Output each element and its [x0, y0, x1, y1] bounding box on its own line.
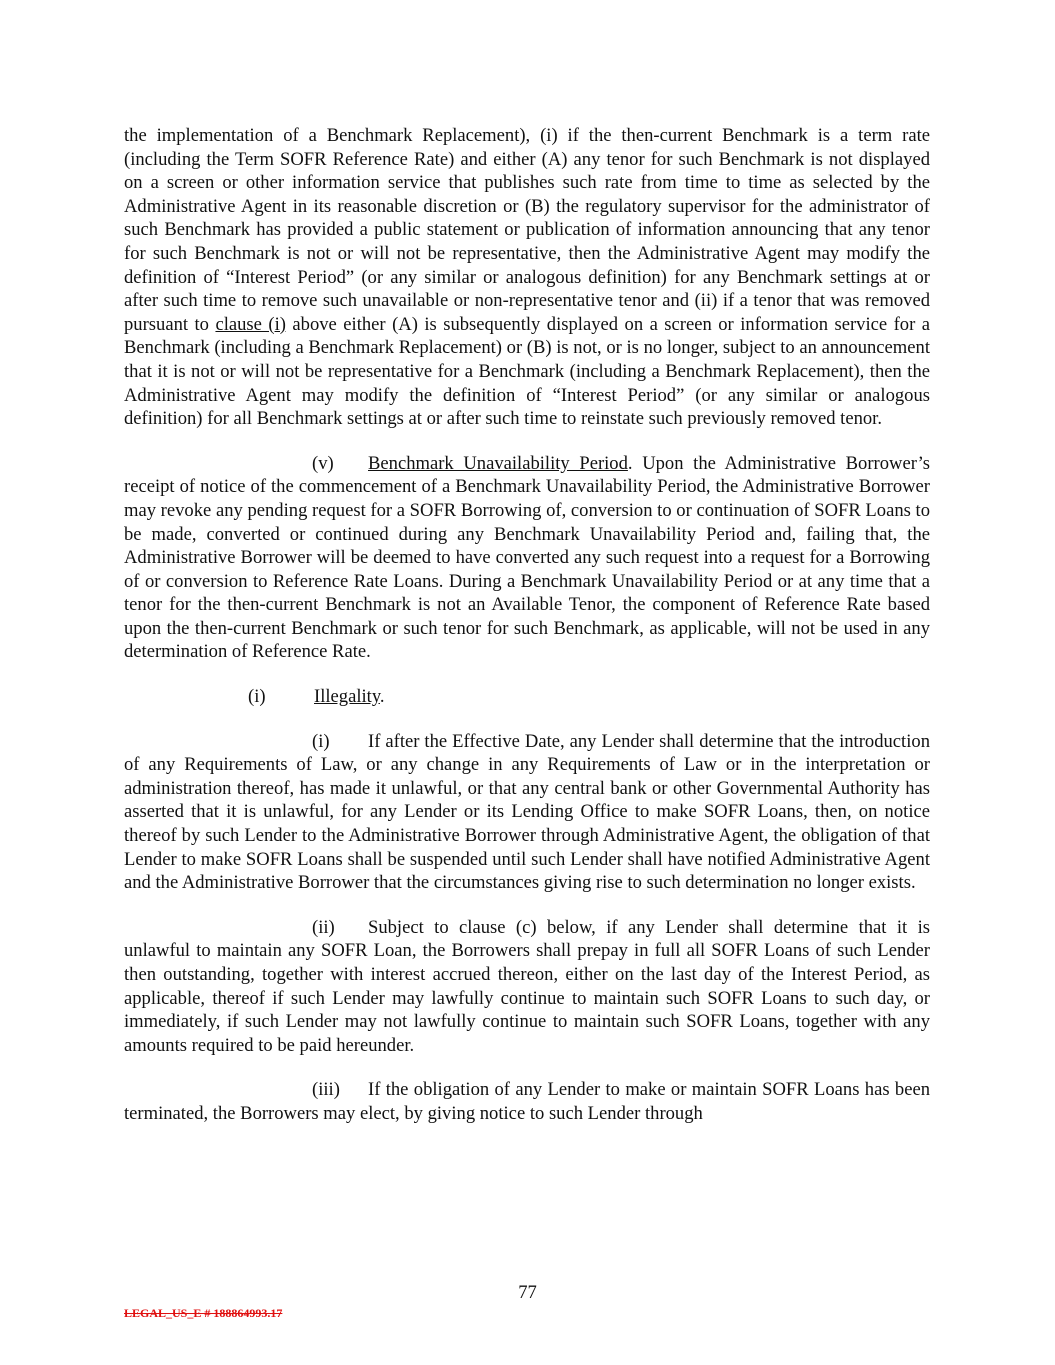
page-number: 77: [518, 1282, 537, 1303]
paragraph-i: (i) If after the Effective Date, any Lender shall determine that the introduction of any Requirements of Law, or any change in any Requirements of Law or in the interpretation or administration thereof, has made it unlawful, or that any central bank or other Governmental Authority has asserted that it is unlawful, for any Lender or its Lending Office to make SOFR Loans, then, on notice thereof by such Lender to the Administrative Borrower through Administrative Agent, the obligation of that Lender to make SOFR Loans shall be suspended until such Lender shall have notified Administrative Agent and the Administrative Borrower that the circumstances giving rise to such determination no longer exists.: [124, 730, 930, 894]
paragraph-continuation: the implementation of a Benchmark Replacement), (i) if the then-current Benchmark is a term rate (including the Term SOFR Reference Rate) and either (A) any tenor for such Benchmark is not displayed on a screen or other information service that publishes such rate from time to time as selected by the Administrative Agent in its reasonable discretion or (B) the regulatory supervisor for the administrator of such Benchmark has provided a public statement or publication of information announcing that any tenor for such Benchmark is not or will not be representative, then the Administrative Agent may modify the definition of “Interest Period” (or any similar or analogous definition) for any Benchmark settings at or after such time to remove such unavailable or non-representative tenor and (ii) if a tenor that was removed pursuant to clause (i) above either (A) is subsequently displayed on a screen or information service for a Benchmark (including a Benchmark Replacement) or (B) is not, or is no longer, subject to an announcement that it is not or will not be representative for a Benchmark (including a Benchmark Replacement), then the Administrative Agent may modify the definition of “Interest Period” (or any similar or analogous definition) for all Benchmark settings at or after such time to reinstate such previously removed tenor.: [124, 125, 931, 430]
paragraph-label: (i): [312, 730, 330, 752]
section-title: Illegality: [314, 686, 380, 708]
document-footer-id: LEGAL_US_E # 188864993.17: [124, 1306, 283, 1320]
document-page: [124, 124, 930, 1147]
section-label: (i): [248, 686, 266, 708]
paragraph-iii: (iii) If the obligation of any Lender to make or maintain SOFR Loans has been terminated, the Borrowers may elect, by giving notice to such Lender through: [124, 1079, 930, 1124]
paragraph-label: (iii): [312, 1079, 340, 1101]
paragraph-ii: (ii) Subject to clause (c) below, if any Lender shall determine that it is unlawful to maintain any SOFR Loan, the Borrowers shall prepay in full all SOFR Loans of such Lender then outstanding, together with interest accrued thereon, either on the last day of the Interest Period, as applicable, thereof if such Lender may lawfully continue to maintain such SOFR Loans to such day, or immediately, if such Lender may not lawfully continue to maintain such SOFR Loans, together with any amounts required to be paid hereunder.: [124, 916, 930, 1056]
paragraph-v: (v) Benchmark Unavailability Period. Upon the Administrative Borrower’s receipt of notice of the commencement of a Benchmark Unavailability Period, the Administrative Borrower may revoke any pending request for a SOFR Borrowing of, conversion to or continuation of SOFR Loans to be made, converted or continued during any Benchmark Unavailability Period and, failing that, the Administrative Borrower will be deemed to have converted any such request into a request for a Borrowing of or conversion to Reference Rate Loans. During a Benchmark Unavailability Period or at any time that a tenor for the then-current Benchmark is not an Available Tenor, the component of Reference Rate based upon the then-current Benchmark or such tenor for such Benchmark, as applicable, will not be used in any determination of Reference Rate.: [124, 452, 931, 663]
section-heading-illegality: (i) Illegality.: [248, 686, 385, 708]
paragraph-label: (v): [312, 452, 334, 474]
paragraph-title: Benchmark Unavailability Period: [368, 452, 628, 474]
paragraph-label: (ii): [312, 916, 335, 938]
clause-reference-link: clause (i): [215, 313, 286, 335]
